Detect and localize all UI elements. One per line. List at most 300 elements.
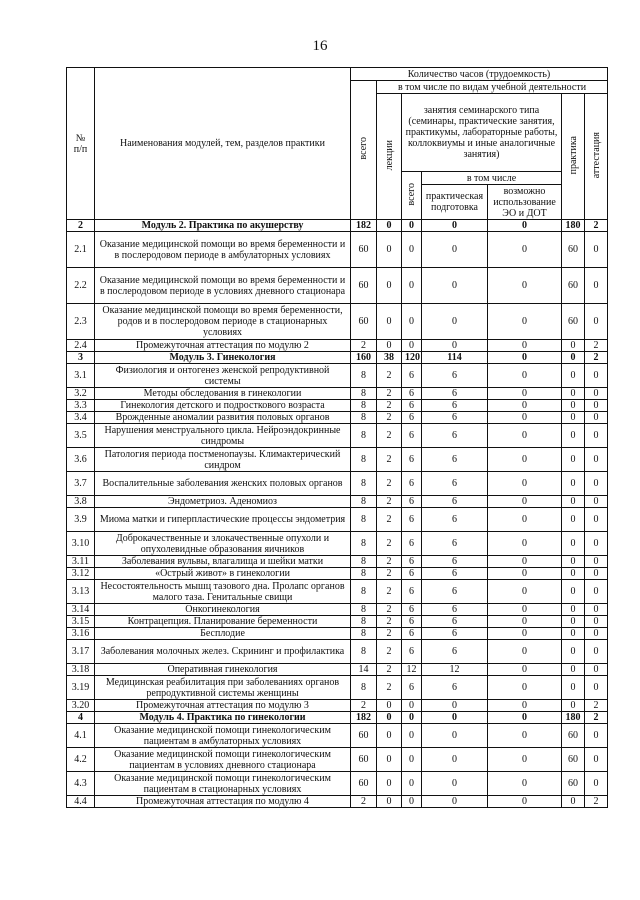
table-row — [67, 232, 608, 268]
table-row — [67, 364, 608, 388]
table-row — [67, 664, 608, 676]
row-seminar-total: 6 — [402, 496, 422, 508]
row-practice: 0 — [562, 400, 585, 412]
row-practice: 0 — [562, 796, 585, 808]
row-name: Оказание медицинской помощи гинекологическим пациентам в стационарных условиях — [95, 772, 351, 796]
row-total: 8 — [351, 616, 377, 628]
row-practical-training: 0 — [422, 304, 488, 340]
row-lectures: 2 — [377, 388, 402, 400]
row-attestation: 0 — [585, 580, 608, 604]
row-seminar-total: 6 — [402, 532, 422, 556]
row-name: Оказание медицинской помощи во время беременности и в послеродовом периоде в амбулаторных условиях — [95, 232, 351, 268]
row-practice: 0 — [562, 700, 585, 712]
row-seminar-total: 6 — [402, 604, 422, 616]
row-practice: 0 — [562, 604, 585, 616]
row-practice: 0 — [562, 640, 585, 664]
table-row — [67, 304, 608, 340]
row-eo-dot: 0 — [488, 220, 562, 232]
header-practical-training: практическая подготовка — [422, 185, 488, 220]
row-name: Миома матки и гиперпластические процессы эндометрия — [95, 508, 351, 532]
row-eo-dot: 0 — [488, 796, 562, 808]
row-name: Оказание медицинской помощи во время беременности, родов и в послеродовом периоде в стационарных условиях — [95, 304, 351, 340]
header-including: в том числе — [422, 172, 562, 185]
row-practical-training: 6 — [422, 448, 488, 472]
row-number: 3.5 — [67, 424, 95, 448]
row-total: 2 — [351, 340, 377, 352]
row-total: 8 — [351, 508, 377, 532]
row-name: Оказание медицинской помощи гинекологическим пациентам в амбулаторных условиях — [95, 724, 351, 748]
row-attestation: 0 — [585, 388, 608, 400]
row-practice: 180 — [562, 220, 585, 232]
row-eo-dot: 0 — [488, 628, 562, 640]
row-lectures: 0 — [377, 712, 402, 724]
row-eo-dot: 0 — [488, 388, 562, 400]
row-total: 8 — [351, 568, 377, 580]
row-practical-training: 6 — [422, 400, 488, 412]
row-number: 3.15 — [67, 616, 95, 628]
row-name: Заболевания вульвы, влагалища и шейки матки — [95, 556, 351, 568]
row-eo-dot: 0 — [488, 712, 562, 724]
row-attestation: 0 — [585, 424, 608, 448]
row-eo-dot: 0 — [488, 748, 562, 772]
row-eo-dot: 0 — [488, 412, 562, 424]
row-number: 2.2 — [67, 268, 95, 304]
row-seminar-total: 0 — [402, 340, 422, 352]
row-number: 4.1 — [67, 724, 95, 748]
row-attestation: 0 — [585, 640, 608, 664]
row-attestation: 0 — [585, 532, 608, 556]
row-name: Воспалительные заболевания женских половых органов — [95, 472, 351, 496]
module-row — [67, 220, 608, 232]
table-row — [67, 508, 608, 532]
row-number: 3.11 — [67, 556, 95, 568]
row-name: Медицинская реабилитация при заболеваниях органов репродуктивной системы женщины — [95, 676, 351, 700]
row-seminar-total: 0 — [402, 724, 422, 748]
row-attestation: 0 — [585, 772, 608, 796]
row-lectures: 0 — [377, 232, 402, 268]
row-number: 3.1 — [67, 364, 95, 388]
row-lectures: 2 — [377, 448, 402, 472]
row-practical-training: 0 — [422, 340, 488, 352]
header-by-type: в том числе по видам учебной деятельности — [377, 81, 608, 94]
row-total: 182 — [351, 220, 377, 232]
row-lectures: 2 — [377, 424, 402, 448]
row-attestation: 0 — [585, 748, 608, 772]
row-practical-training: 6 — [422, 508, 488, 532]
row-number: 3.4 — [67, 412, 95, 424]
row-practice: 0 — [562, 580, 585, 604]
row-total: 8 — [351, 640, 377, 664]
header-sem-total: всего — [402, 172, 422, 220]
row-lectures: 2 — [377, 664, 402, 676]
row-practice: 0 — [562, 628, 585, 640]
row-name: Физиология и онтогенез женской репродуктивной системы — [95, 364, 351, 388]
row-attestation: 0 — [585, 616, 608, 628]
row-number: 3 — [67, 352, 95, 364]
table-row — [67, 568, 608, 580]
row-practical-training: 6 — [422, 472, 488, 496]
table-header — [67, 68, 608, 220]
row-name: Врожденные аномалии развития половых органов — [95, 412, 351, 424]
row-eo-dot: 0 — [488, 304, 562, 340]
row-eo-dot: 0 — [488, 532, 562, 556]
row-number: 4.4 — [67, 796, 95, 808]
row-name: Эндометриоз. Аденомиоз — [95, 496, 351, 508]
table-row — [67, 532, 608, 556]
row-lectures: 2 — [377, 412, 402, 424]
row-total: 60 — [351, 724, 377, 748]
row-eo-dot: 0 — [488, 640, 562, 664]
row-eo-dot: 0 — [488, 508, 562, 532]
row-seminar-total: 0 — [402, 712, 422, 724]
row-practice: 0 — [562, 472, 585, 496]
row-practical-training: 0 — [422, 724, 488, 748]
table-row — [67, 640, 608, 664]
table-row — [67, 412, 608, 424]
row-attestation: 0 — [585, 400, 608, 412]
row-eo-dot: 0 — [488, 340, 562, 352]
row-total: 8 — [351, 364, 377, 388]
row-number: 3.13 — [67, 580, 95, 604]
row-total: 8 — [351, 532, 377, 556]
row-eo-dot: 0 — [488, 772, 562, 796]
row-practical-training: 6 — [422, 556, 488, 568]
row-number: 3.3 — [67, 400, 95, 412]
row-practical-training: 0 — [422, 268, 488, 304]
row-seminar-total: 0 — [402, 304, 422, 340]
row-practical-training: 6 — [422, 364, 488, 388]
row-attestation: 0 — [585, 508, 608, 532]
row-lectures: 0 — [377, 700, 402, 712]
row-eo-dot: 0 — [488, 472, 562, 496]
row-eo-dot: 0 — [488, 448, 562, 472]
row-name: Модуль 4. Практика по гинекологии — [95, 712, 351, 724]
table-row — [67, 676, 608, 700]
row-total: 8 — [351, 496, 377, 508]
row-practice: 0 — [562, 568, 585, 580]
row-practice: 60 — [562, 748, 585, 772]
row-seminar-total: 0 — [402, 232, 422, 268]
row-lectures: 0 — [377, 304, 402, 340]
row-name: Доброкачественные и злокачественные опухоли и опухолевидные образования яичников — [95, 532, 351, 556]
table-row — [67, 400, 608, 412]
row-practice: 0 — [562, 496, 585, 508]
row-seminar-total: 0 — [402, 772, 422, 796]
row-eo-dot: 0 — [488, 568, 562, 580]
row-seminar-total: 0 — [402, 748, 422, 772]
row-attestation: 2 — [585, 796, 608, 808]
row-eo-dot: 0 — [488, 232, 562, 268]
row-eo-dot: 0 — [488, 700, 562, 712]
row-attestation: 0 — [585, 412, 608, 424]
row-practical-training: 6 — [422, 568, 488, 580]
row-number: 3.19 — [67, 676, 95, 700]
row-practice: 0 — [562, 664, 585, 676]
header-hours: Количество часов (трудоемкость) — [351, 68, 608, 81]
header-name: Наименования модулей, тем, разделов практики — [95, 68, 351, 220]
row-total: 60 — [351, 772, 377, 796]
row-seminar-total: 6 — [402, 424, 422, 448]
row-practical-training: 6 — [422, 604, 488, 616]
row-attestation: 0 — [585, 472, 608, 496]
row-name: Гинекология детского и подросткового возраста — [95, 400, 351, 412]
row-number: 3.12 — [67, 568, 95, 580]
curriculum-table — [66, 67, 608, 808]
page-number: 16 — [312, 38, 328, 54]
row-seminar-total: 6 — [402, 556, 422, 568]
module-row — [67, 352, 608, 364]
row-total: 8 — [351, 580, 377, 604]
row-attestation: 2 — [585, 352, 608, 364]
table-row — [67, 268, 608, 304]
header-num: № п/п — [67, 68, 95, 220]
row-seminar-total: 6 — [402, 580, 422, 604]
row-seminar-total: 6 — [402, 676, 422, 700]
row-eo-dot: 0 — [488, 664, 562, 676]
row-lectures: 2 — [377, 472, 402, 496]
table-row — [67, 604, 608, 616]
row-practical-training: 6 — [422, 676, 488, 700]
table-row — [67, 700, 608, 712]
row-practice: 60 — [562, 304, 585, 340]
row-lectures: 2 — [377, 508, 402, 532]
row-number: 2.1 — [67, 232, 95, 268]
row-attestation: 0 — [585, 268, 608, 304]
table-row — [67, 556, 608, 568]
module-row — [67, 712, 608, 724]
row-total: 8 — [351, 472, 377, 496]
row-name: Оперативная гинекология — [95, 664, 351, 676]
row-lectures: 2 — [377, 400, 402, 412]
row-seminar-total: 6 — [402, 508, 422, 532]
row-seminar-total: 6 — [402, 568, 422, 580]
row-practice: 60 — [562, 724, 585, 748]
row-total: 2 — [351, 796, 377, 808]
row-number: 2.3 — [67, 304, 95, 340]
row-seminar-total: 0 — [402, 268, 422, 304]
row-attestation: 2 — [585, 700, 608, 712]
table-row — [67, 496, 608, 508]
row-number: 2.4 — [67, 340, 95, 352]
row-total: 8 — [351, 388, 377, 400]
row-number: 3.16 — [67, 628, 95, 640]
row-name: Бесплодие — [95, 628, 351, 640]
row-total: 8 — [351, 448, 377, 472]
row-eo-dot: 0 — [488, 556, 562, 568]
row-seminar-total: 6 — [402, 388, 422, 400]
row-lectures: 2 — [377, 496, 402, 508]
row-name: Нарушения менструального цикла. Нейроэндокринные синдромы — [95, 424, 351, 448]
row-attestation: 0 — [585, 664, 608, 676]
row-name: Патология периода постменопаузы. Климактерический синдром — [95, 448, 351, 472]
row-attestation: 0 — [585, 364, 608, 388]
row-attestation: 2 — [585, 220, 608, 232]
row-eo-dot: 0 — [488, 364, 562, 388]
row-lectures: 0 — [377, 724, 402, 748]
row-attestation: 2 — [585, 712, 608, 724]
row-name: Методы обследования в гинекологии — [95, 388, 351, 400]
row-total: 60 — [351, 304, 377, 340]
row-seminar-total: 6 — [402, 400, 422, 412]
row-practical-training: 6 — [422, 412, 488, 424]
row-lectures: 2 — [377, 628, 402, 640]
row-eo-dot: 0 — [488, 424, 562, 448]
row-eo-dot: 0 — [488, 616, 562, 628]
row-eo-dot: 0 — [488, 724, 562, 748]
row-total: 60 — [351, 232, 377, 268]
table-row — [67, 748, 608, 772]
row-number: 4 — [67, 712, 95, 724]
table-row — [67, 472, 608, 496]
row-attestation: 0 — [585, 568, 608, 580]
header-practice: практика — [562, 94, 585, 220]
row-eo-dot: 0 — [488, 352, 562, 364]
row-practical-training: 0 — [422, 796, 488, 808]
row-number: 3.2 — [67, 388, 95, 400]
row-name: Контрацепция. Планирование беременности — [95, 616, 351, 628]
row-practical-training: 0 — [422, 748, 488, 772]
row-seminar-total: 6 — [402, 640, 422, 664]
row-eo-dot: 0 — [488, 400, 562, 412]
row-name: Онкогинекология — [95, 604, 351, 616]
row-number: 3.14 — [67, 604, 95, 616]
row-total: 8 — [351, 400, 377, 412]
table-row — [67, 628, 608, 640]
row-attestation: 0 — [585, 628, 608, 640]
table-row — [67, 424, 608, 448]
row-lectures: 0 — [377, 796, 402, 808]
row-attestation: 0 — [585, 676, 608, 700]
row-seminar-total: 120 — [402, 352, 422, 364]
header-lectures: лекции — [377, 94, 402, 220]
row-practical-training: 0 — [422, 700, 488, 712]
row-total: 8 — [351, 412, 377, 424]
row-practice: 60 — [562, 772, 585, 796]
row-practice: 60 — [562, 268, 585, 304]
row-practice: 0 — [562, 388, 585, 400]
row-attestation: 2 — [585, 340, 608, 352]
table-row — [67, 340, 608, 352]
row-number: 4.2 — [67, 748, 95, 772]
row-eo-dot: 0 — [488, 676, 562, 700]
row-attestation: 0 — [585, 496, 608, 508]
row-name: Несостоятельность мышц тазового дна. Пролапс органов малого таза. Генитальные свищи — [95, 580, 351, 604]
row-number: 3.9 — [67, 508, 95, 532]
row-practical-training: 6 — [422, 640, 488, 664]
row-practice: 0 — [562, 364, 585, 388]
row-practice: 0 — [562, 448, 585, 472]
row-number: 3.10 — [67, 532, 95, 556]
row-total: 14 — [351, 664, 377, 676]
row-practical-training: 0 — [422, 772, 488, 796]
row-attestation: 0 — [585, 448, 608, 472]
row-seminar-total: 6 — [402, 628, 422, 640]
row-number: 4.3 — [67, 772, 95, 796]
row-practice: 0 — [562, 412, 585, 424]
row-practical-training: 6 — [422, 628, 488, 640]
row-total: 60 — [351, 748, 377, 772]
row-practice: 180 — [562, 712, 585, 724]
row-lectures: 2 — [377, 616, 402, 628]
row-practical-training: 12 — [422, 664, 488, 676]
row-practical-training: 0 — [422, 232, 488, 268]
row-total: 8 — [351, 628, 377, 640]
header-total: всего — [351, 81, 377, 220]
row-practical-training: 6 — [422, 532, 488, 556]
row-lectures: 0 — [377, 268, 402, 304]
row-total: 160 — [351, 352, 377, 364]
header-eo-dot: возможно использование ЭО и ДОТ — [488, 185, 562, 220]
row-seminar-total: 6 — [402, 472, 422, 496]
table-row — [67, 448, 608, 472]
row-total: 8 — [351, 424, 377, 448]
row-practical-training: 6 — [422, 496, 488, 508]
row-total: 8 — [351, 676, 377, 700]
row-practical-training: 6 — [422, 580, 488, 604]
table-row — [67, 388, 608, 400]
row-number: 3.17 — [67, 640, 95, 664]
row-number: 3.8 — [67, 496, 95, 508]
row-name: Оказание медицинской помощи во время беременности и в послеродовом периоде в условиях дневного стационара — [95, 268, 351, 304]
row-practice: 0 — [562, 556, 585, 568]
table-body — [67, 220, 608, 808]
row-attestation: 0 — [585, 604, 608, 616]
row-seminar-total: 0 — [402, 220, 422, 232]
row-practice: 0 — [562, 340, 585, 352]
row-practical-training: 6 — [422, 388, 488, 400]
row-lectures: 2 — [377, 532, 402, 556]
row-number: 3.20 — [67, 700, 95, 712]
row-practice: 0 — [562, 352, 585, 364]
row-name: «Острый живот» в гинекологии — [95, 568, 351, 580]
row-name: Промежуточная аттестация по модулю 4 — [95, 796, 351, 808]
row-total: 182 — [351, 712, 377, 724]
row-name: Промежуточная аттестация по модулю 2 — [95, 340, 351, 352]
row-seminar-total: 0 — [402, 796, 422, 808]
row-practice: 0 — [562, 424, 585, 448]
row-attestation: 0 — [585, 724, 608, 748]
row-name: Модуль 3. Гинекология — [95, 352, 351, 364]
table-row — [67, 580, 608, 604]
row-practical-training: 6 — [422, 616, 488, 628]
row-seminar-total: 6 — [402, 412, 422, 424]
table-row — [67, 796, 608, 808]
row-practical-training: 114 — [422, 352, 488, 364]
row-number: 3.7 — [67, 472, 95, 496]
row-practical-training: 0 — [422, 712, 488, 724]
row-eo-dot: 0 — [488, 496, 562, 508]
row-lectures: 2 — [377, 676, 402, 700]
row-name: Промежуточная аттестация по модулю 3 — [95, 700, 351, 712]
row-lectures: 0 — [377, 772, 402, 796]
row-practical-training: 6 — [422, 424, 488, 448]
row-lectures: 2 — [377, 568, 402, 580]
row-lectures: 38 — [377, 352, 402, 364]
row-lectures: 2 — [377, 580, 402, 604]
row-number: 3.18 — [67, 664, 95, 676]
row-lectures: 0 — [377, 340, 402, 352]
table-row — [67, 616, 608, 628]
table-row — [67, 724, 608, 748]
row-practice: 0 — [562, 508, 585, 532]
row-practical-training: 0 — [422, 220, 488, 232]
row-name: Заболевания молочных желез. Скрининг и профилактика — [95, 640, 351, 664]
row-total: 8 — [351, 604, 377, 616]
row-lectures: 2 — [377, 364, 402, 388]
row-total: 8 — [351, 556, 377, 568]
row-attestation: 0 — [585, 304, 608, 340]
row-number: 2 — [67, 220, 95, 232]
